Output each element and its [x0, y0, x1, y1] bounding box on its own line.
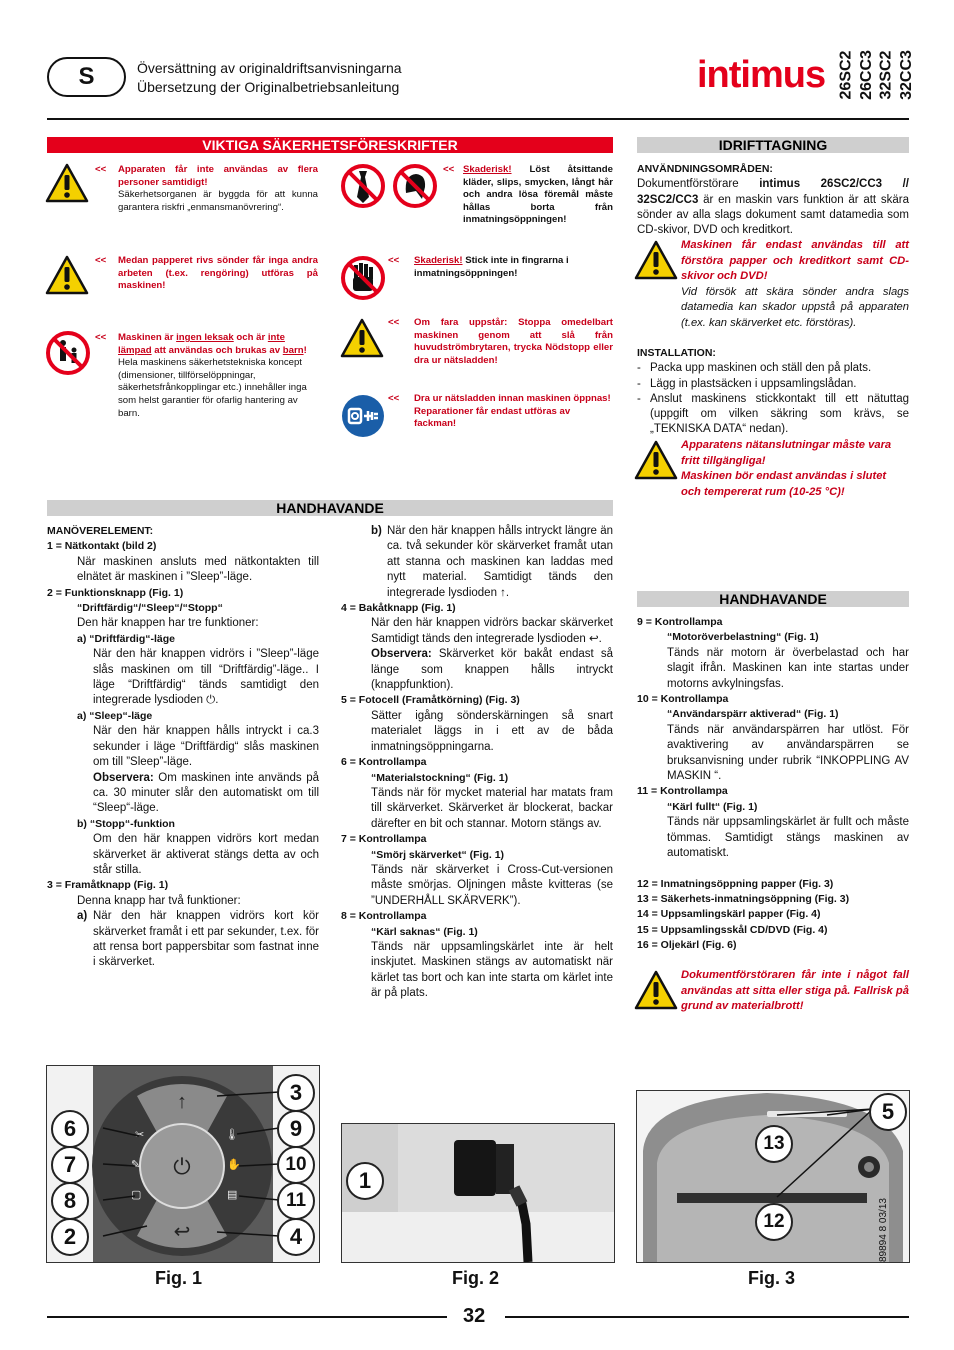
callout-4: 4 [277, 1218, 315, 1256]
installation-section: INSTALLATION: - Packa upp maskinen och ställ den på plats. - Lägg in plastsäcken i uppsamlingslådan. - Anslut maskinens stickkontakt till ett nätuttag (uppgift om vilken säkring som krävs, se „TEKNISKA DATA“ nedan). [637, 347, 909, 436]
language-badge: S [47, 57, 126, 97]
operation-column-2: b) När den här knappen hålls intryckt längre än ca. två sekunder kör skärverket framåt utan att stanna och maskinen kan laddas med nytt material. Samtidigt tänds den integrerade lysdioden ↑. 4 = Bakåtknapp (Fig. 1) När den här knappen vidrörs backar skärverket Samtidigt tänds den integrerade lysdioden ↩. Observera: Skärverket kör bakåt endast så länge som knappen hålls intryckt (knappfunktion). 5 = Fotocell (Framåtkörning) (Fig. 3) Sätter igång sönderskärningen så snart materialet läggs in i ett av de båda inmatningsöppningarna. 6 = Kontrollampa “Materialstockning“ (Fig. 1) Tänds när för mycket material har matats fram till skärverket. Skärverket är blockerat, backar därefter en bit och stannar. Motorn stängs av. 7 = Kontrollampa “Smörj skärverket“ (Fig. 1) Tänds när skärverket i Cross-Cut-versionen måste smörjas. Oljningen måste kvitteras (se ”UNDERHÅLL SKÄRVERK”). 8 = Kontrollampa “Kärl saknas“ (Fig. 1) Tänds när uppsamlingskärlet inte är helt inskjutet. Maskinen stängs av automatiskt när kärlet tas bort och kan inte starta om kärlet inte är på plats. [341, 525, 613, 1000]
callout-2: 2 [51, 1218, 89, 1256]
document-code: 89894 8 03/13 [878, 1198, 889, 1262]
fall-warning: Dokumentförstöraren får inte i något fall användas att sitta eller stiga på. Fallrisk på grund av materialbrott! [681, 969, 909, 1012]
figure-2-label: Fig. 2 [452, 1268, 500, 1288]
operation-column-3: 9 = Kontrollampa “Motoröverbelastning“ (Fig. 1) Tänds när motorn är överbelastad och har slagit ifrån. Maskinen kan inte startas under motorns avkylningsfas. 10 = Kontrollampa “Användarspärr aktiverad“ (Fig. 1) Tänds när användarspärren har utlöst. För avaktivering av användarspärren se bruksanvisning under rubrik “INKOPPLING AV MASKIN “. 11 = Kontrollampa “Kärl fullt“ (Fig. 1) Tänds när uppsamlingskärlet är fullt och måste tömmas. Samtidigt stängs maskinen av automatiskt. 12 = Inmatningsöppning papper (Fig. 3) 13 = Säkerhets-inmatningsöppning (Fig. 3) 14 = Uppsamlingskärl papper (Fig. 4) 15 = Uppsamlingsskål CD/DVD (Fig. 4) 16 = Oljekärl (Fig. 6) [637, 616, 909, 952]
safety-warning-1: << Apparaten får inte användas av flera personer samtidigt! Säkerhetsorganen är byggda för att kunna garantera riskfri „enmansmanövrering“. [95, 164, 318, 213]
svg-text:✂: ✂ [135, 1129, 145, 1141]
callout-7: 7 [51, 1146, 89, 1184]
callout-3: 3 [277, 1074, 315, 1112]
safety-warning-5: << Skaderisk! Stick inte in fingrarna i inmatningsöppningen! [388, 255, 569, 279]
figure-3-feed-openings [636, 1090, 910, 1263]
commissioning-heading: IDRIFTTAGNING [637, 137, 909, 153]
figure-3-label: Fig. 3 [748, 1268, 796, 1288]
warning-icon [45, 163, 89, 203]
brand-logo: intimus [697, 54, 826, 96]
no-fingers-icon [340, 255, 386, 301]
svg-text:✋: ✋ [227, 1159, 241, 1171]
unplug-icon [340, 393, 386, 439]
header-subtitle-1: Översättning av originaldriftsanvisningarna [137, 60, 402, 76]
page-number: 32 [463, 1305, 486, 1327]
callout-5: 5 [869, 1093, 907, 1131]
safety-warning-7: << Dra ur nätsladden innan maskinen öppnas! Reparationer får endast utföras av fackman! [388, 393, 611, 430]
svg-text:✎: ✎ [131, 1159, 141, 1171]
safety-warning-2: << Medan papperet rivs sönder får inga andra arbeten (t.ex. rengöring) utföras på maskinen! [95, 255, 318, 292]
svg-text:▤: ▤ [227, 1189, 238, 1201]
header-rule [47, 118, 909, 120]
svg-text:↩: ↩ [173, 1221, 191, 1243]
header-subtitle-2: Übersetzung der Originalbetriebsanleitung [137, 79, 400, 95]
footer-rule-right [505, 1316, 909, 1318]
callout-1: 1 [346, 1162, 384, 1200]
safety-warning-4: << Skaderisk! Löst åtsittande kläder, slips, smycken, långt hår och andra lösa föremål måste hållas borta från inmatningsöppningen! [443, 164, 613, 226]
no-long-hair-icon [392, 163, 438, 209]
callout-12: 12 [755, 1203, 793, 1241]
safety-heading: VIKTIGA SÄKERHETSFÖRESKRIFTER [47, 137, 613, 153]
svg-text:↑: ↑ [177, 1091, 187, 1113]
usage-warning: Maskinen får endast användas till att förstöra papper och kreditkort samt CD-skivor och DVD! Vid försök att skära sönder andra slags datamedia kan skador uppstå på apparaten (t.ex. kan skärverket etc. förstöras). [681, 239, 909, 329]
figure-1-control-panel [46, 1065, 320, 1263]
svg-text:🌡: 🌡 [225, 1129, 239, 1141]
installation-warning: Apparatens nätanslutningar måste vara fritt tillgängliga! Maskinen bör endast användas i slutet och tempererat rum (10-25 °C)! [681, 439, 892, 498]
warning-icon [634, 240, 678, 280]
safety-warning-3: << Maskinen är ingen leksak och är inte lämpad att användas och brukas av barn! Hela maskinens säkerhetstekniska koncept (dimensioner, tillförselöppningar, säkerhetsfrånkopplingar etc.) innehåller inga som helst garantier för ofarlig hantering av barn. [95, 332, 307, 419]
svg-text:⏻: ⏻ [173, 1154, 191, 1179]
safety-warning-6: << Om fara uppstår: Stoppa omedelbart maskinen genom att slå från huvudströmbrytaren, trycka Nödstopp eller dra ur nätsladden! [388, 317, 613, 366]
warning-icon [340, 318, 384, 358]
warning-icon [45, 255, 89, 295]
usage-section: ANVÄNDNINGSOMRÅDEN: Dokumentförstörare intimus 26SC2/CC3 // 32SC2/CC3 är en maskin vars funktion är att skära sönder av alla slags dokument samt datamedia som CD-skivor, DVD och kreditkort. [637, 163, 909, 237]
callout-9: 9 [277, 1110, 315, 1148]
figure-1-label: Fig. 1 [155, 1268, 203, 1288]
model-list: 26SC2 26CC3 32SC2 32CC3 [837, 50, 915, 100]
warning-icon [634, 970, 678, 1010]
footer-rule-left [47, 1316, 447, 1318]
figure-2-power-plug [341, 1123, 615, 1263]
operation-heading: HANDHAVANDE [47, 500, 613, 516]
operation-column-1: MANÖVERELEMENT: 1 = Nätkontakt (bild 2) När maskinen ansluts med nätkontakten till elnätet är maskinen i ”Sleep”-läge. 2 = Funktionsknapp (Fig. 1) “Driftfärdig“/“Sleep“/“Stopp“ Den här knappen har tre funktioner: a) “Driftfärdig“-läge När den här knappen vidrörs i ”Sleep”-läge slås maskinen om till “Driftfärdig”-läge.. I läge “Driftfärdig“ tänds samtidigt den integrerade lysdioden ⏻. a) “Sleep“-läge När den här knappen hålls intryckt i ca.3 sekunder i läge “Driftfärdig“ slås maskinen om till ”Sleep”-läge. Observera: Om maskinen inte används på ca. 30 minuter slår den automatiskt om till “Sleep“-läge. b) “Stopp“-funktion Om den här knappen vidrörs kort medan skärverket är aktiverat stängs detta av och står stilla. 3 = Framåtknapp (Fig. 1) Denna knapp har två funktioner: a) När den här knappen vidrörs kort kör skärverket framåt i ett par sekunder, t.ex. för att rensa bort pappersbitar som fastnat inne i skärverket. [47, 525, 319, 969]
callout-6: 6 [51, 1110, 89, 1148]
warning-icon [634, 440, 678, 480]
callout-8: 8 [51, 1182, 89, 1220]
operation-heading-2: HANDHAVANDE [637, 591, 909, 607]
svg-text:▢: ▢ [131, 1189, 142, 1201]
no-children-icon [45, 330, 91, 376]
callout-10: 10 [277, 1146, 315, 1184]
callout-13: 13 [755, 1125, 793, 1163]
callout-11: 11 [277, 1182, 315, 1220]
no-tie-icon [340, 163, 386, 209]
